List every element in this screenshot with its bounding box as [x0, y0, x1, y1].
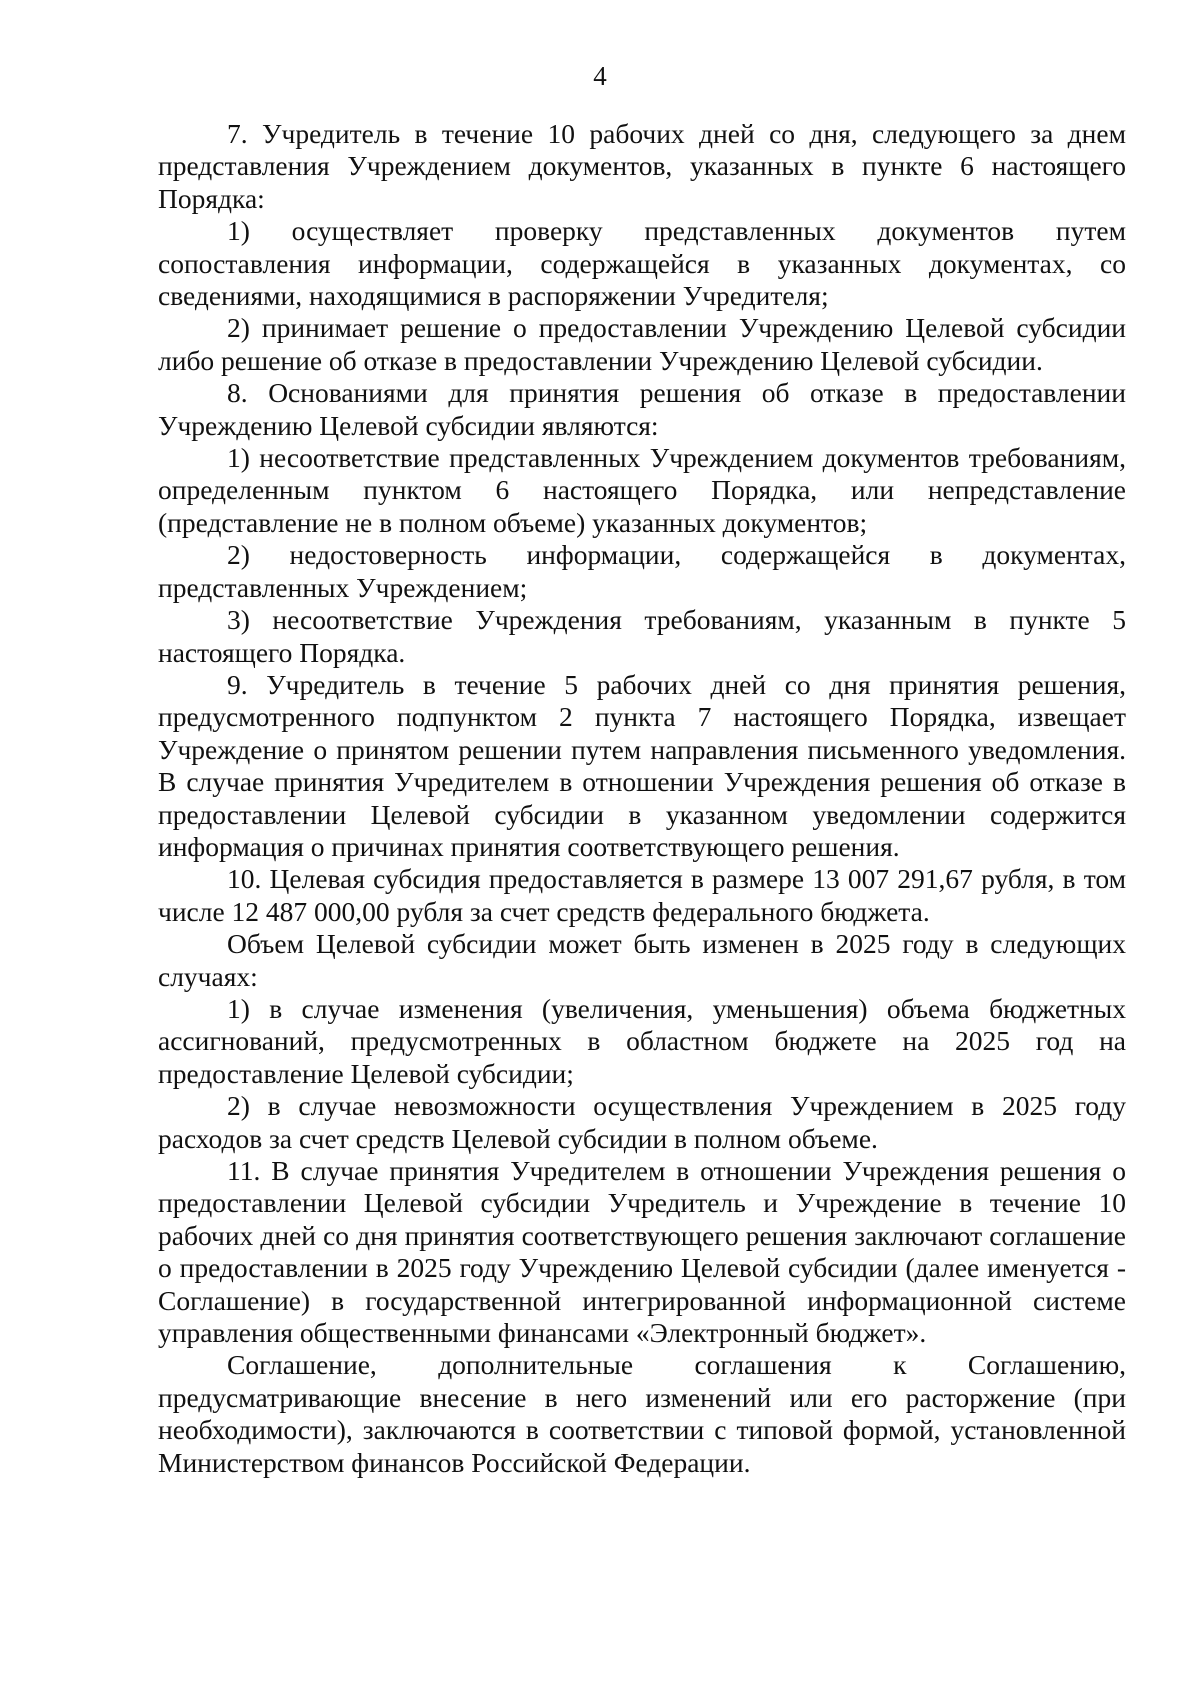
paragraph-11: 11. В случае принятия Учредителем в отношении Учреждения решения о предоставлении Целевой субсидии Учредитель и Учреждение в течение 10 рабочих дней со дня принятия соответствующего решения заключают соглашение о предоставлении в 2025 году Учреждению Целевой субсидии (далее именуется - Соглашение) в государственной интегрированной информационной системе управления общественными финансами «Электронный бюджет». [158, 1155, 1126, 1349]
paragraph-8-item-2: 2) недостоверность информации, содержащейся в документах, представленных Учреждением; [158, 539, 1126, 603]
paragraph-8-intro: 8. Основаниями для принятия решения об отказе в предоставлении Учреждению Целевой субсидии являются: [158, 377, 1126, 441]
paragraph-10-item-2: 2) в случае невозможности осуществления Учреждением в 2025 году расходов за счет средств Целевой субсидии в полном объеме. [158, 1090, 1126, 1154]
paragraph-7-intro: 7. Учредитель в течение 10 рабочих дней со дня, следующего за днем представления Учреждением документов, указанных в пункте 6 настоящего Порядка: [158, 118, 1126, 214]
paragraph-10-volume-change: Объем Целевой субсидии может быть изменен в 2025 году в следующих случаях: [158, 928, 1126, 992]
paragraph-9: 9. Учредитель в течение 5 рабочих дней со дня принятия решения, предусмотренного подпунктом 2 пункта 7 настоящего Порядка, извещает Учреждение о принятом решении путем направления письменного уведомления. В случае принятия Учредителем в отношении Учреждения решения об отказе в предоставлении Целевой субсидии в указанном уведомлении содержится информация о причинах принятия соответствующего решения. [158, 668, 1126, 862]
paragraph-11-agreement-form: Соглашение, дополнительные соглашения к Соглашению, предусматривающие внесение в него изменений или его расторжение (при необходимости), заключаются в соответствии с типовой формой, установленной Министерством финансов Российской Федерации. [158, 1349, 1126, 1478]
paragraph-10: 10. Целевая субсидия предоставляется в размере 13 007 291,67 рубля, в том числе 12 487 000,00 рубля за счет средств федерального бюджета. [158, 863, 1126, 927]
paragraph-8-item-3: 3) несоответствие Учреждения требованиям, указанным в пункте 5 настоящего Порядка. [158, 604, 1126, 668]
page-number: 4 [593, 61, 607, 91]
paragraph-7-item-2: 2) принимает решение о предоставлении Учреждению Целевой субсидии либо решение об отказе в предоставлении Учреждению Целевой субсидии. [158, 312, 1126, 376]
paragraph-8-item-1: 1) несоответствие представленных Учреждением документов требованиям, определенным пунктом 6 настоящего Порядка, или непредставление (представление не в полном объеме) указанных документов; [158, 442, 1126, 538]
document-body [158, 118, 1126, 1479]
paragraph-10-item-1: 1) в случае изменения (увеличения, уменьшения) объема бюджетных ассигнований, предусмотренных в областном бюджете на 2025 год на предоставление Целевой субсидии; [158, 992, 1126, 1089]
paragraph-7-item-1: 1) осуществляет проверку представленных документов путем сопоставления информации, содержащейся в указанных документах, со сведениями, находящимися в распоряжении Учредителя; [158, 215, 1126, 312]
